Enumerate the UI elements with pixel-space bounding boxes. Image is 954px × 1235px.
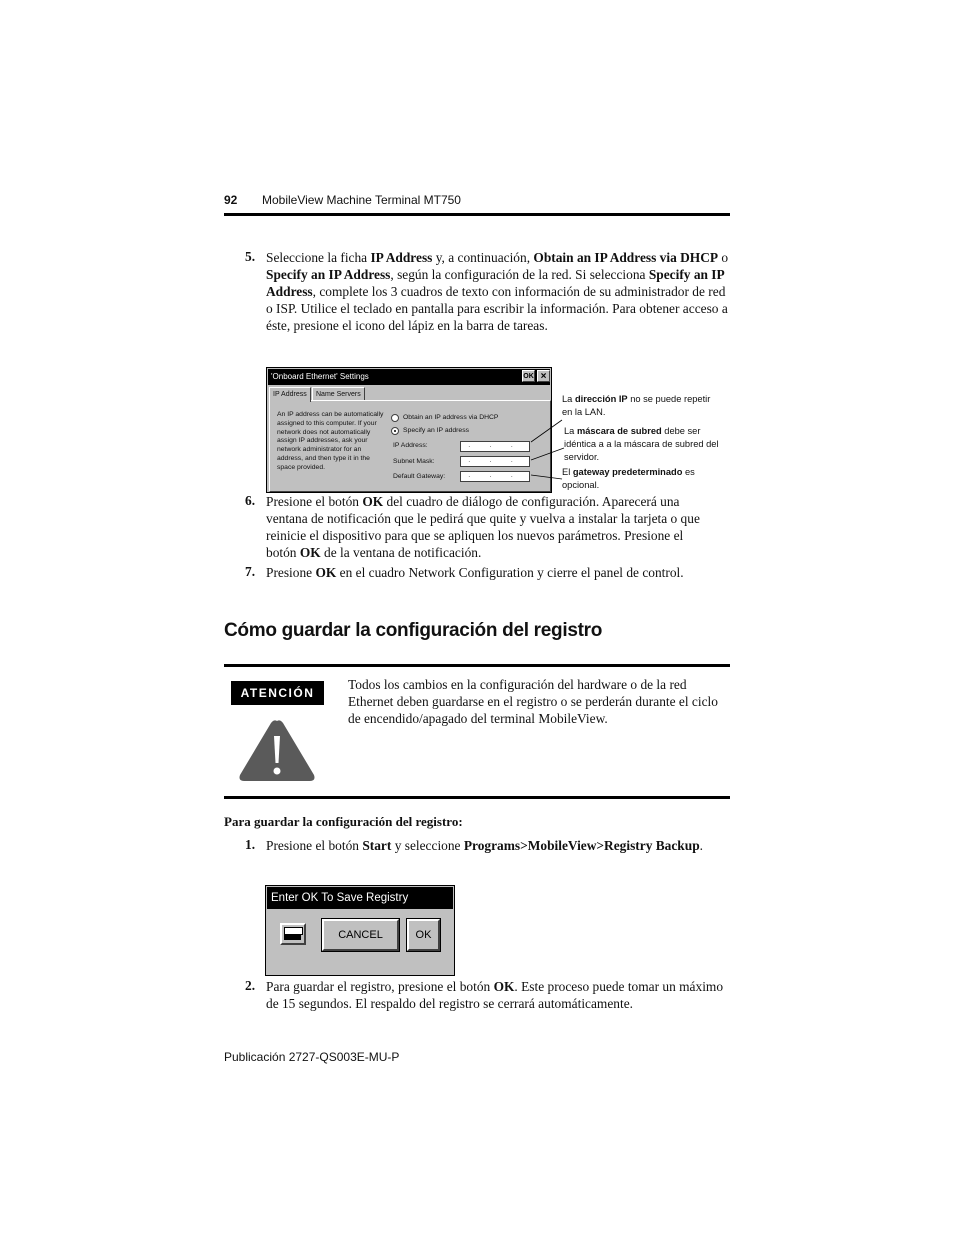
cancel-button[interactable]: CANCEL — [322, 919, 399, 951]
step-6-text: Presione el botón OK del cuadro de diálogo de configuración. Aparecerá una ventana de notificación que le pedirá que quite y vuelva a instalar la tarjeta o que reinicie el dispositivo para que se apliquen los nuevos parámetros. Presione el botón OK de la ventana de notificación. — [266, 494, 700, 560]
dialog-ok-button[interactable]: OK — [522, 370, 535, 382]
registry-dialog-title: Enter OK To Save Registry — [267, 887, 453, 909]
page-number: 92 — [224, 193, 238, 207]
step-7-number: 7. — [245, 564, 256, 579]
step-5-text: Seleccione la ficha IP Address y, a continuación, Obtain an IP Address via DHCP o Specify an IP Address, según la configuración de la red. Si selecciona Specify an IP Address, complete los 3 cuadros de texto con información de su administrador de red o ISP. Utilice el teclado en pantalla para escribir la información. Para obtener acceso a éste, presione el icono del lápiz en la barra de tareas. — [266, 250, 729, 333]
step-1-text: Presione el botón Start y seleccione Programs>MobileView>Registry Backup. — [266, 838, 704, 853]
step-6-number: 6. — [245, 493, 256, 508]
attention-top-rule — [224, 664, 730, 667]
dialog-title: 'Onboard Ethernet' Settings — [268, 369, 550, 385]
ip-address-label: IP Address: — [393, 442, 428, 449]
step-2-number: 2. — [245, 978, 256, 993]
section-heading: Cómo guardar la configuración del registro — [224, 620, 603, 641]
ip-address-panel — [269, 400, 551, 492]
save-registry-dialog — [265, 885, 455, 976]
warning-triangle-icon — [237, 717, 317, 784]
default-gateway-label: Default Gateway: — [393, 473, 446, 480]
attention-text: Todos los cambios en la configuración del hardware o de la red Ethernet deben guardarse en el registro o se perderán durante el ciclo de encendido/apagado del terminal MobileView. — [348, 677, 718, 726]
subnet-mask-input[interactable]: . . . — [460, 456, 530, 467]
publication-footer: Publicación 2727-QS003E-MU-P — [224, 1050, 400, 1064]
step-1-number: 1. — [245, 837, 256, 852]
callout-gateway: El gateway predeterminado es opcional. — [562, 467, 695, 490]
header-rule — [224, 213, 730, 216]
dialog-close-button[interactable]: × — [537, 370, 550, 382]
step-7-text: Presione OK en el cuadro Network Configuration y cierre el panel de control. — [266, 565, 684, 580]
attention-badge: ATENCIÓN — [231, 681, 324, 705]
radio-dhcp-label: Obtain an IP address via DHCP — [403, 414, 499, 421]
radio-specify-ip-label: Specify an IP address — [403, 427, 469, 434]
document-title: MobileView Machine Terminal MT750 — [262, 193, 461, 207]
subnet-mask-label: Subnet Mask: — [393, 458, 435, 465]
procedure-heading: Para guardar la configuración del registro: — [224, 814, 463, 829]
step-2-text: Para guardar el registro, presione el botón OK. Este proceso puede tomar un máximo de 15 segundos. El respaldo del registro se cerrará automáticamente. — [266, 979, 724, 1011]
radio-specify-ip[interactable] — [391, 427, 399, 435]
attention-bottom-rule — [224, 796, 730, 799]
leader-gateway — [531, 475, 562, 479]
tab-name-servers[interactable]: Name Servers — [312, 387, 365, 401]
ok-button[interactable]: OK — [407, 919, 440, 951]
leader-subnet — [531, 448, 564, 460]
keyboard-icon[interactable] — [280, 923, 306, 945]
default-gateway-input[interactable]: . . . — [460, 471, 530, 482]
step-5-number: 5. — [245, 249, 256, 264]
onboard-ethernet-settings-dialog — [266, 367, 552, 493]
callout-subnet-mask: La máscara de subred debe ser idéntica a a la máscara de subred del servidor. — [564, 426, 719, 462]
tab-ip-address[interactable]: IP Address — [269, 387, 311, 402]
ip-help-text: An IP address can be automatically assigned to this computer. If your network does not automatically assign IP addresses, ask your network administrator for an address, and then type it in the space provided. — [277, 411, 384, 471]
ip-address-input[interactable]: . . . — [460, 441, 530, 452]
callout-ip-address: La dirección IP no se puede repetir en la LAN. — [562, 394, 711, 417]
leader-ip — [531, 420, 562, 442]
radio-dhcp[interactable] — [391, 414, 399, 422]
